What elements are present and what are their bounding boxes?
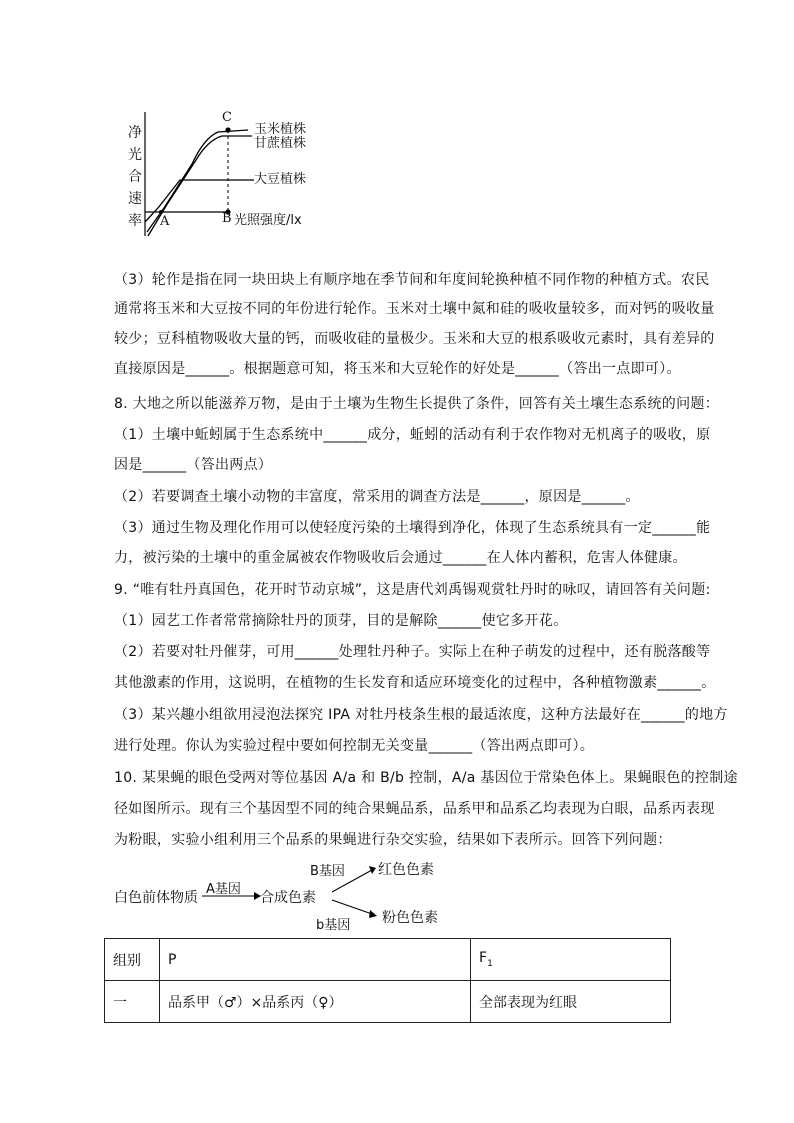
q9-part2-line2: 其他激素的作用，这说明，在植物的生长发育和适应环境变化的过程中，各种植物激素______。 [114,675,716,691]
point-c-label: C [222,110,232,125]
table-row [105,981,671,1023]
q8-part1-line2: 因是______（答出两点） [114,457,273,473]
header-f1-subscript: 1 [487,958,493,969]
q9-part3-line2: 进行处理。你认为实验过程中要如何控制无关变量______（答出两点即可）。 [114,738,595,754]
point-c-dot [225,127,230,132]
point-a-label: A [160,214,170,229]
header-group: 组别 [105,939,160,981]
arrow-b-lower-gene [332,900,372,914]
q10-line2: 径如图所示。现有三个基因型不同的纯合果蝇品系，品系甲和品系乙均表现为白眼，品系丙表现 [114,801,715,817]
y-char: 率 [128,213,142,229]
q9-stem: 9. “唯有牡丹真国色，花开时节动京城”，这是唐代刘禹锡观赏牡丹时的咏叹，请回答有关问题: [114,582,711,598]
cross-results-table [104,938,671,1023]
q7-3-line1: （3）轮作是指在同一块田块上有顺序地在季节间和年度间轮换种植不同作物的种植方式。农民 [114,272,710,288]
q7-3-line2: 通常将玉米和大豆按不同的年份进行轮作。玉米对土壤中氮和硅的吸收量较多，而对钙的吸收量 [114,301,715,317]
q8-part3-line2: 力，被污染的土壤中的重金属被农作物吸收后会通过______在人体内蓄积，危害人体健康。 [114,550,687,566]
point-b-label: B [222,211,232,226]
photosynthesis-graph [118,108,348,248]
pink-pigment: 粉色色素 [382,910,438,926]
gene-b-upper-label: B基因 [310,864,345,879]
header-f1 [471,939,671,981]
cell-group: 一 [105,981,160,1023]
y-char: 合 [128,169,142,185]
graph-svg [118,108,348,248]
series-soybean-label: 大豆植株 [254,172,307,187]
q9-part3-line1: （3）某兴趣小组欲用浸泡法探究 IPA 对牡丹枝条生根的最适浓度，这种方法最好在______的地方 [114,707,728,723]
arrowhead [369,866,376,874]
q8-part2: （2）若要调查土壤小动物的丰富度，常采用的调查方法是______，原因是______。 [114,489,640,505]
y-char: 净 [128,125,142,141]
series-corn-label: 玉米植株 [254,122,307,137]
pigment-pathway-diagram [114,852,474,932]
gene-a-label: A基因 [206,882,241,897]
x-axis-label: 光照强度/lx [234,213,302,228]
gene-b-lower-label: b基因 [316,918,351,933]
y-char: 光 [128,147,142,163]
q10-line1: 10. 某果蝇的眼色受两对等位基因 A/a 和 B/b 控制，A/a 基因位于常染色体上。果蝇眼色的控制途 [114,770,738,786]
q8-part1-line1: （1）土壤中蚯蚓属于生态系统中______成分，蚯蚓的活动有利于农作物对无机离子的吸收，原 [114,427,711,443]
q8-part3-line1: （3）通过生物及理化作用可以使轻度污染的土壤得到净化，体现了生态系统具有一定______能 [114,520,711,536]
red-pigment: 红色色素 [378,862,434,878]
header-parents: P [160,939,471,981]
y-axis-label [128,122,144,232]
header-f1-letter: F [479,950,488,967]
cell-parents: 品系甲（♂）×品系丙（♀） [160,981,471,1023]
pathway-start: 白色前体物质 [114,890,198,906]
y-char: 速 [128,191,142,207]
q7-3-line3: 较少；豆科植物吸收大量的钙，而吸收硅的量极少。玉米和大豆的根系吸收元素时，具有差异的 [114,331,715,347]
series-sugarcane-label: 甘蔗植株 [254,136,307,151]
q7-3-line4: 直接原因是______。根据题意可知，将玉米和大豆轮作的好处是______（答出一点即可）。 [114,361,681,377]
q9-part1: （1）园艺工作者常常摘除牡丹的顶芽，目的是解除______使它多开花。 [114,613,568,629]
arrowhead [369,910,377,918]
pathway-middle: 合成色素 [260,890,316,906]
cell-f1: 全部表现为红眼 [471,981,671,1023]
q9-part2-line1: （2）若要对牡丹催芽，可用______处理牡丹种子。实际上在种子萌发的过程中，还有脱落酸等 [114,644,711,660]
table-header-row [105,939,671,981]
q10-line3: 为粉眼，实验小组利用三个品系的果蝇进行杂交实验，结果如下表所示。回答下列问题： [114,832,672,848]
q8-stem: 8. 大地之所以能滋养万物，是由于土壤为生物生长提供了条件，回答有关土壤生态系统的问题： [114,396,720,412]
